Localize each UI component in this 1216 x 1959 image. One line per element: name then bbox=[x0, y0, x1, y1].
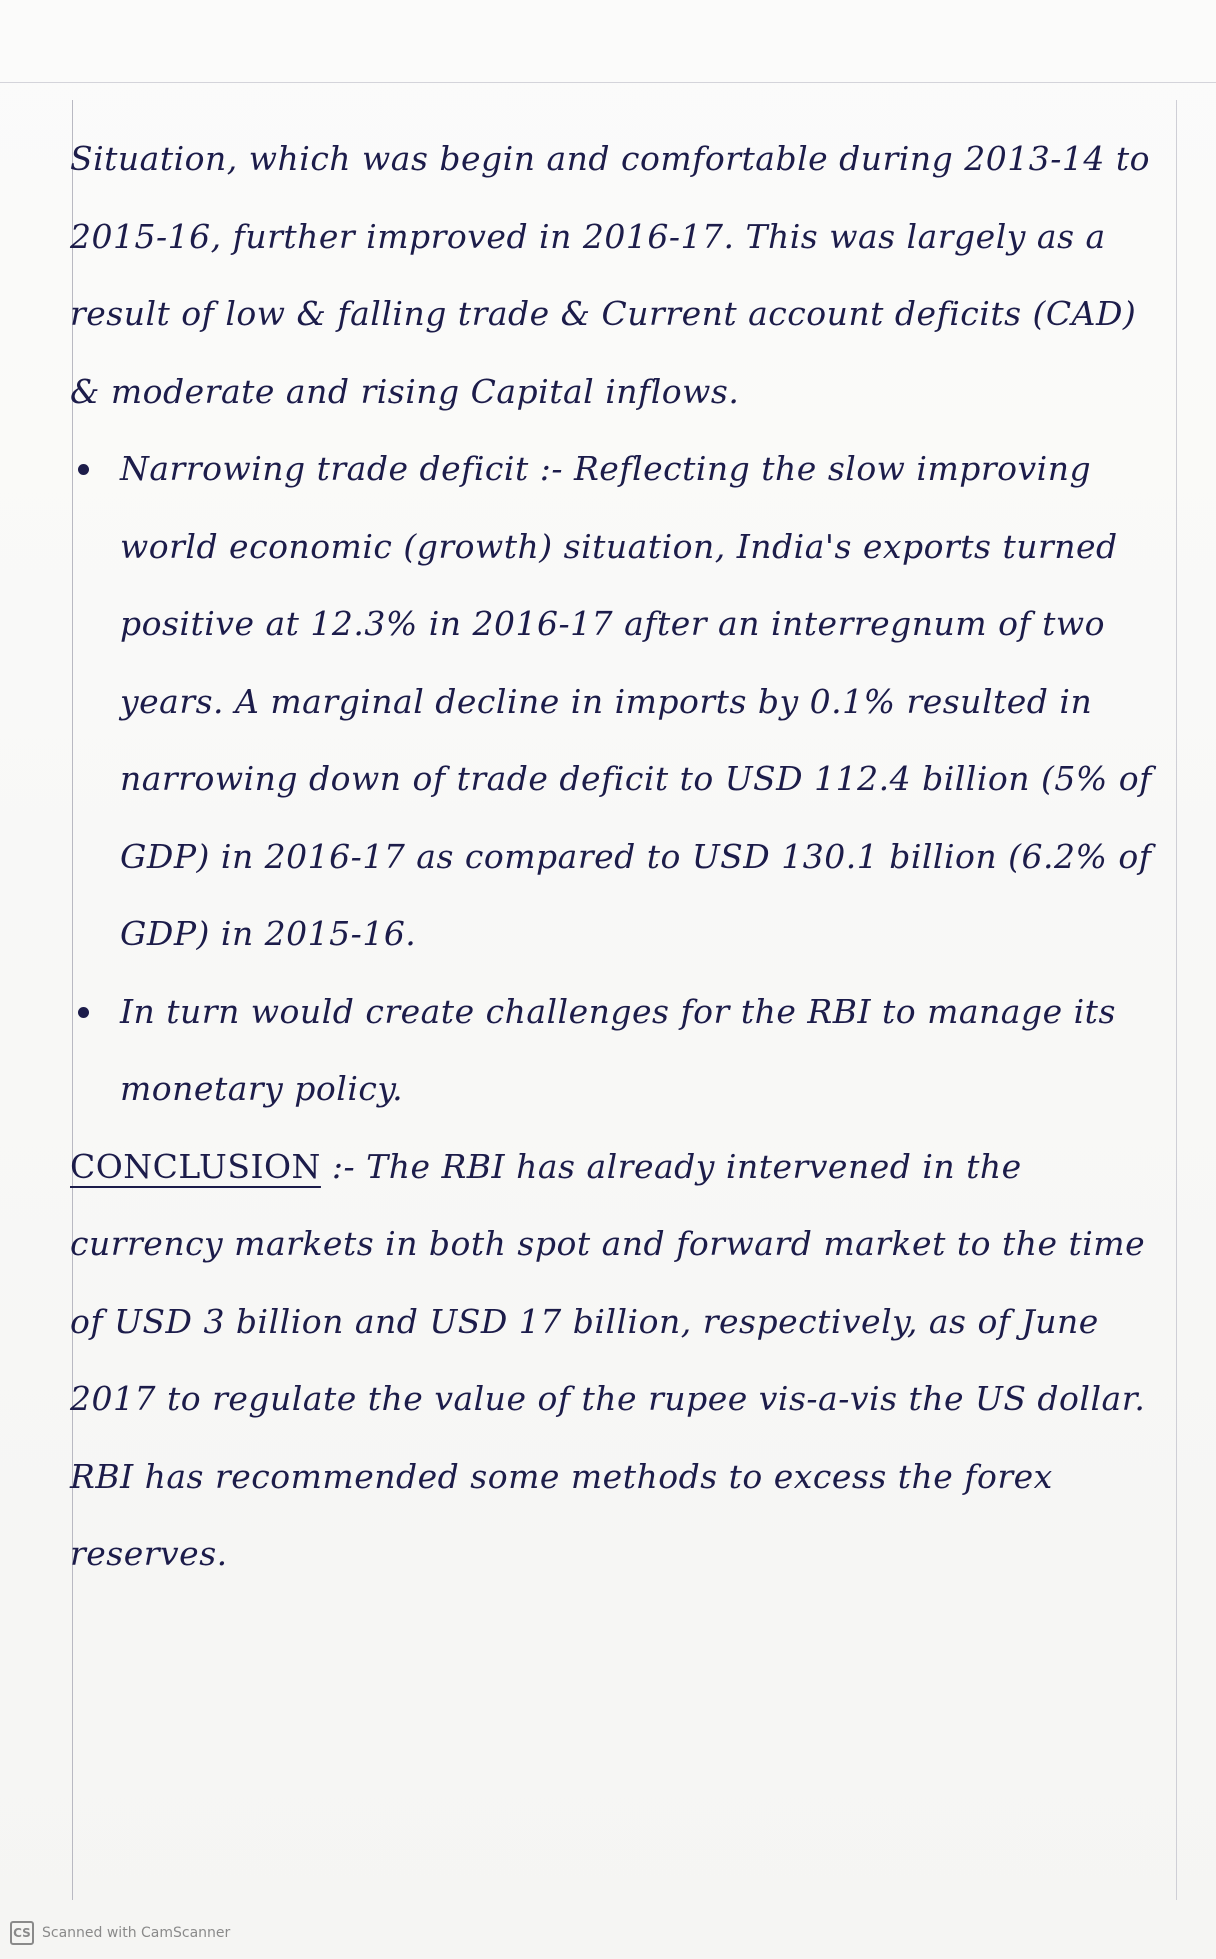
scanner-footer bbox=[10, 1918, 230, 1948]
bullet-trade-deficit-text: Narrowing trade deficit :- Reflecting the slow improving world economic (growth) situation, India's exports turned positive at 12.3% in 2016-17 after an interregnum of two years. A marginal decline in imports by 0.1% resulted in narrowing down of trade deficit to USD 112.4 billion (5% of GDP) in 2016-17 as compared to USD 130.1 billion (6.2% of GDP) in 2015-16. bbox=[120, 449, 1152, 953]
intro-paragraph: Situation, which was begin and comfortable during 2013-14 to 2015-16, further improved in 2016-17. This was largely as a result of low & falling trade & Current account deficits (CAD) & moderate and rising Capital inflows. bbox=[70, 139, 1150, 411]
bullet-trade-deficit bbox=[70, 430, 1170, 973]
bullet-icon bbox=[78, 464, 89, 475]
bullet-icon bbox=[78, 1007, 89, 1018]
conclusion-text: :- The RBI has already intervened in the currency markets in both spot and forward market to the time of USD 3 billion and USD 17 billion, respectively, as of June 2017 to regulate the value of the rupee vis-a-vis the US dollar. RBI has recommended some methods to excess the forex reserves. bbox=[70, 1146, 1146, 1573]
handwritten-text bbox=[70, 120, 1170, 1593]
page-top-rule bbox=[0, 82, 1216, 83]
conclusion-paragraph bbox=[70, 1128, 1170, 1593]
bullet-rbi-challenges-text: In turn would create challenges for the RBI to manage its monetary policy. bbox=[120, 991, 1116, 1108]
right-margin-rule bbox=[1176, 100, 1177, 1900]
conclusion-heading: CONCLUSION bbox=[70, 1146, 321, 1186]
scanner-watermark-text: Scanned with CamScanner bbox=[42, 1925, 231, 1941]
bullet-rbi-challenges bbox=[70, 973, 1170, 1128]
camscanner-logo-icon: CS bbox=[10, 1921, 34, 1945]
